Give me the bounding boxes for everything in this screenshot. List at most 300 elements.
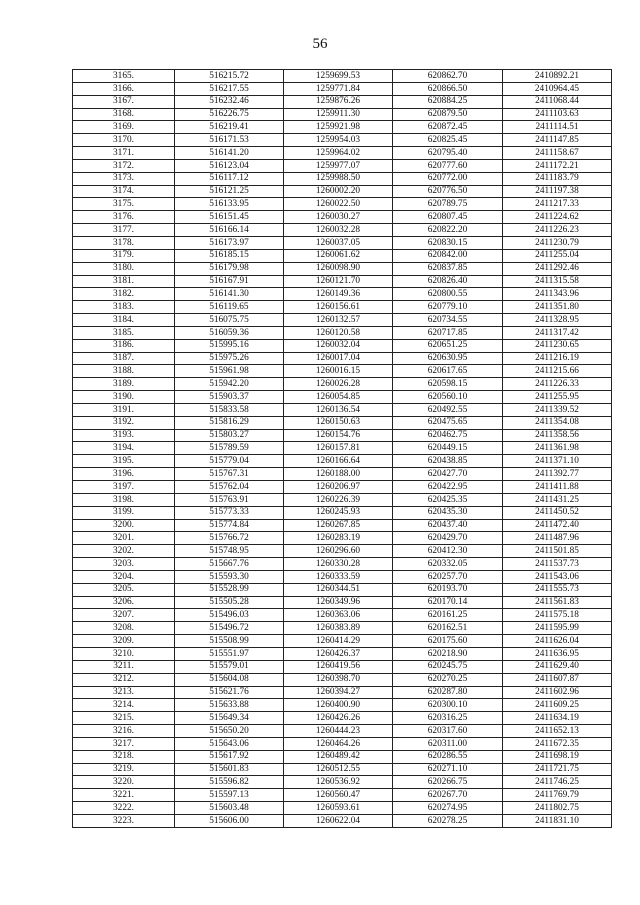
y2-coordinate-cell: 2411114.51 [503, 121, 612, 134]
point-number-cell: 3191. [73, 403, 175, 416]
y-coordinate-cell: 1260283.19 [284, 532, 393, 545]
table-row [73, 134, 612, 147]
x-coordinate-cell: 516123.04 [175, 159, 284, 172]
x-coordinate-cell: 515762.04 [175, 481, 284, 494]
y2-coordinate-cell: 2411629.40 [503, 660, 612, 673]
x-coordinate-cell: 515606.00 [175, 814, 284, 827]
table-row [73, 108, 612, 121]
x2-coordinate-cell: 620789.75 [393, 198, 503, 211]
x-coordinate-cell: 515596.82 [175, 776, 284, 789]
point-number-cell: 3173. [73, 172, 175, 185]
y-coordinate-cell: 1260344.51 [284, 583, 393, 596]
x2-coordinate-cell: 620734.55 [393, 314, 503, 327]
x-coordinate-cell: 516185.15 [175, 249, 284, 262]
table-row [73, 70, 612, 83]
x2-coordinate-cell: 620825.45 [393, 134, 503, 147]
x-coordinate-cell: 516133.95 [175, 198, 284, 211]
x-coordinate-cell: 515995.16 [175, 339, 284, 352]
point-number-cell: 3184. [73, 314, 175, 327]
point-number-cell: 3188. [73, 365, 175, 378]
x-coordinate-cell: 515528.99 [175, 583, 284, 596]
x-coordinate-cell: 515551.97 [175, 647, 284, 660]
x-coordinate-cell: 515601.83 [175, 763, 284, 776]
point-number-cell: 3198. [73, 493, 175, 506]
x2-coordinate-cell: 620617.65 [393, 365, 503, 378]
x-coordinate-cell: 515816.29 [175, 416, 284, 429]
table-row [73, 609, 612, 622]
y2-coordinate-cell: 2411255.95 [503, 391, 612, 404]
y-coordinate-cell: 1260026.28 [284, 378, 393, 391]
point-number-cell: 3209. [73, 635, 175, 648]
table-row [73, 789, 612, 802]
point-number-cell: 3175. [73, 198, 175, 211]
x2-coordinate-cell: 620274.95 [393, 802, 503, 815]
x2-coordinate-cell: 620287.80 [393, 686, 503, 699]
y2-coordinate-cell: 2411317.42 [503, 326, 612, 339]
y-coordinate-cell: 1260030.27 [284, 211, 393, 224]
table-row [73, 455, 612, 468]
point-number-cell: 3192. [73, 416, 175, 429]
table-row [73, 442, 612, 455]
y2-coordinate-cell: 2411292.46 [503, 262, 612, 275]
table-row [73, 429, 612, 442]
x2-coordinate-cell: 620772.00 [393, 172, 503, 185]
y2-coordinate-cell: 2411636.95 [503, 647, 612, 660]
point-number-cell: 3205. [73, 583, 175, 596]
point-number-cell: 3212. [73, 673, 175, 686]
table-row [73, 82, 612, 95]
y2-coordinate-cell: 2411698.19 [503, 750, 612, 763]
x2-coordinate-cell: 620879.50 [393, 108, 503, 121]
x-coordinate-cell: 516217.55 [175, 82, 284, 95]
x-coordinate-cell: 515603.48 [175, 802, 284, 815]
y-coordinate-cell: 1260156.61 [284, 301, 393, 314]
point-number-cell: 3210. [73, 647, 175, 660]
x-coordinate-cell: 516232.46 [175, 95, 284, 108]
table-row [73, 211, 612, 224]
table-row [73, 506, 612, 519]
y-coordinate-cell: 1260414.29 [284, 635, 393, 648]
x2-coordinate-cell: 620822.20 [393, 224, 503, 237]
y2-coordinate-cell: 2411215.66 [503, 365, 612, 378]
table-row [73, 326, 612, 339]
table-row [73, 532, 612, 545]
y-coordinate-cell: 1260593.61 [284, 802, 393, 815]
x-coordinate-cell: 516226.75 [175, 108, 284, 121]
point-number-cell: 3182. [73, 288, 175, 301]
y-coordinate-cell: 1260330.28 [284, 558, 393, 571]
y-coordinate-cell: 1260363.06 [284, 609, 393, 622]
x-coordinate-cell: 515833.58 [175, 403, 284, 416]
page-number: 56 [312, 36, 328, 52]
y2-coordinate-cell: 2411361.98 [503, 442, 612, 455]
x2-coordinate-cell: 620884.25 [393, 95, 503, 108]
table-row [73, 622, 612, 635]
x2-coordinate-cell: 620267.70 [393, 789, 503, 802]
table-row [73, 185, 612, 198]
point-number-cell: 3219. [73, 763, 175, 776]
y-coordinate-cell: 1259954.03 [284, 134, 393, 147]
table-row [73, 95, 612, 108]
x-coordinate-cell: 515597.13 [175, 789, 284, 802]
y2-coordinate-cell: 2411358.56 [503, 429, 612, 442]
point-number-cell: 3201. [73, 532, 175, 545]
x2-coordinate-cell: 620438.85 [393, 455, 503, 468]
y-coordinate-cell: 1260245.93 [284, 506, 393, 519]
table-row [73, 763, 612, 776]
table-row [73, 596, 612, 609]
y2-coordinate-cell: 2411543.06 [503, 570, 612, 583]
point-number-cell: 3171. [73, 147, 175, 160]
y2-coordinate-cell: 2411537.73 [503, 558, 612, 571]
x-coordinate-cell: 515643.06 [175, 737, 284, 750]
x2-coordinate-cell: 620560.10 [393, 391, 503, 404]
x2-coordinate-cell: 620800.55 [393, 288, 503, 301]
x2-coordinate-cell: 620807.45 [393, 211, 503, 224]
point-number-cell: 3223. [73, 814, 175, 827]
x-coordinate-cell: 515767.31 [175, 468, 284, 481]
y-coordinate-cell: 1260267.85 [284, 519, 393, 532]
y2-coordinate-cell: 2411411.88 [503, 481, 612, 494]
y2-coordinate-cell: 2411224.62 [503, 211, 612, 224]
y-coordinate-cell: 1260032.28 [284, 224, 393, 237]
x2-coordinate-cell: 620316.25 [393, 712, 503, 725]
point-number-cell: 3213. [73, 686, 175, 699]
x2-coordinate-cell: 620777.60 [393, 159, 503, 172]
point-number-cell: 3202. [73, 545, 175, 558]
point-number-cell: 3168. [73, 108, 175, 121]
point-number-cell: 3199. [73, 506, 175, 519]
x2-coordinate-cell: 620837.85 [393, 262, 503, 275]
x-coordinate-cell: 515649.34 [175, 712, 284, 725]
point-number-cell: 3170. [73, 134, 175, 147]
table-row [73, 725, 612, 738]
y2-coordinate-cell: 2411672.35 [503, 737, 612, 750]
y-coordinate-cell: 1259988.50 [284, 172, 393, 185]
table-row [73, 750, 612, 763]
x2-coordinate-cell: 620630.95 [393, 352, 503, 365]
y-coordinate-cell: 1260037.05 [284, 236, 393, 249]
x-coordinate-cell: 515774.84 [175, 519, 284, 532]
y-coordinate-cell: 1260383.89 [284, 622, 393, 635]
x-coordinate-cell: 516171.53 [175, 134, 284, 147]
x-coordinate-cell: 515593.30 [175, 570, 284, 583]
table-row [73, 198, 612, 211]
y2-coordinate-cell: 2411609.25 [503, 699, 612, 712]
point-number-cell: 3216. [73, 725, 175, 738]
y-coordinate-cell: 1259921.98 [284, 121, 393, 134]
y-coordinate-cell: 1260536.92 [284, 776, 393, 789]
x-coordinate-cell: 516219.41 [175, 121, 284, 134]
y-coordinate-cell: 1260149.36 [284, 288, 393, 301]
point-number-cell: 3193. [73, 429, 175, 442]
x-coordinate-cell: 516141.20 [175, 147, 284, 160]
x-coordinate-cell: 515961.98 [175, 365, 284, 378]
y2-coordinate-cell: 2411226.23 [503, 224, 612, 237]
y-coordinate-cell: 1260560.47 [284, 789, 393, 802]
x2-coordinate-cell: 620462.75 [393, 429, 503, 442]
x2-coordinate-cell: 620779.10 [393, 301, 503, 314]
y2-coordinate-cell: 2411487.96 [503, 532, 612, 545]
x-coordinate-cell: 515505.28 [175, 596, 284, 609]
x2-coordinate-cell: 620872.45 [393, 121, 503, 134]
point-number-cell: 3172. [73, 159, 175, 172]
table-row [73, 814, 612, 827]
table-row [73, 121, 612, 134]
x2-coordinate-cell: 620422.95 [393, 481, 503, 494]
y2-coordinate-cell: 2411450.52 [503, 506, 612, 519]
table-row [73, 737, 612, 750]
y-coordinate-cell: 1260017.04 [284, 352, 393, 365]
y2-coordinate-cell: 2411721.75 [503, 763, 612, 776]
y2-coordinate-cell: 2411831.10 [503, 814, 612, 827]
y2-coordinate-cell: 2411626.04 [503, 635, 612, 648]
point-number-cell: 3189. [73, 378, 175, 391]
y-coordinate-cell: 1260226.39 [284, 493, 393, 506]
y2-coordinate-cell: 2411351.80 [503, 301, 612, 314]
x2-coordinate-cell: 620425.35 [393, 493, 503, 506]
y2-coordinate-cell: 2410964.45 [503, 82, 612, 95]
x-coordinate-cell: 515779.04 [175, 455, 284, 468]
x2-coordinate-cell: 620332.05 [393, 558, 503, 571]
x-coordinate-cell: 515748.95 [175, 545, 284, 558]
x-coordinate-cell: 515766.72 [175, 532, 284, 545]
y2-coordinate-cell: 2411575.18 [503, 609, 612, 622]
y2-coordinate-cell: 2411802.75 [503, 802, 612, 815]
table-row [73, 519, 612, 532]
y-coordinate-cell: 1260054.85 [284, 391, 393, 404]
y-coordinate-cell: 1260426.26 [284, 712, 393, 725]
y2-coordinate-cell: 2411634.19 [503, 712, 612, 725]
coordinates-table [72, 69, 612, 828]
y2-coordinate-cell: 2411652.13 [503, 725, 612, 738]
x2-coordinate-cell: 620449.15 [393, 442, 503, 455]
table-row [73, 558, 612, 571]
point-number-cell: 3179. [73, 249, 175, 262]
x2-coordinate-cell: 620795.40 [393, 147, 503, 160]
x-coordinate-cell: 516121.25 [175, 185, 284, 198]
point-number-cell: 3206. [73, 596, 175, 609]
x2-coordinate-cell: 620475.65 [393, 416, 503, 429]
x-coordinate-cell: 515667.76 [175, 558, 284, 571]
table-row [73, 686, 612, 699]
table-row [73, 365, 612, 378]
y-coordinate-cell: 1260188.00 [284, 468, 393, 481]
table-row [73, 802, 612, 815]
y2-coordinate-cell: 2411068.44 [503, 95, 612, 108]
table-row [73, 249, 612, 262]
y2-coordinate-cell: 2411315.58 [503, 275, 612, 288]
y-coordinate-cell: 1260419.56 [284, 660, 393, 673]
x2-coordinate-cell: 620278.25 [393, 814, 503, 827]
x2-coordinate-cell: 620245.75 [393, 660, 503, 673]
table-row [73, 635, 612, 648]
point-number-cell: 3183. [73, 301, 175, 314]
x2-coordinate-cell: 620257.70 [393, 570, 503, 583]
point-number-cell: 3217. [73, 737, 175, 750]
x-coordinate-cell: 515496.03 [175, 609, 284, 622]
point-number-cell: 3222. [73, 802, 175, 815]
x-coordinate-cell: 515903.37 [175, 391, 284, 404]
y2-coordinate-cell: 2411769.79 [503, 789, 612, 802]
y-coordinate-cell: 1260061.62 [284, 249, 393, 262]
point-number-cell: 3187. [73, 352, 175, 365]
y-coordinate-cell: 1259964.02 [284, 147, 393, 160]
x2-coordinate-cell: 620271.10 [393, 763, 503, 776]
table-row [73, 301, 612, 314]
y-coordinate-cell: 1259699.53 [284, 70, 393, 83]
point-number-cell: 3180. [73, 262, 175, 275]
point-number-cell: 3167. [73, 95, 175, 108]
point-number-cell: 3195. [73, 455, 175, 468]
point-number-cell: 3207. [73, 609, 175, 622]
y-coordinate-cell: 1260489.42 [284, 750, 393, 763]
x-coordinate-cell: 515496.72 [175, 622, 284, 635]
y-coordinate-cell: 1260426.37 [284, 647, 393, 660]
point-number-cell: 3218. [73, 750, 175, 763]
table-row [73, 493, 612, 506]
y2-coordinate-cell: 2411328.95 [503, 314, 612, 327]
point-number-cell: 3197. [73, 481, 175, 494]
point-number-cell: 3169. [73, 121, 175, 134]
y2-coordinate-cell: 2411217.33 [503, 198, 612, 211]
y-coordinate-cell: 1260349.96 [284, 596, 393, 609]
y-coordinate-cell: 1260002.20 [284, 185, 393, 198]
y-coordinate-cell: 1260166.64 [284, 455, 393, 468]
x2-coordinate-cell: 620427.70 [393, 468, 503, 481]
y-coordinate-cell: 1260032.04 [284, 339, 393, 352]
point-number-cell: 3196. [73, 468, 175, 481]
table-row [73, 660, 612, 673]
x2-coordinate-cell: 620162.51 [393, 622, 503, 635]
y2-coordinate-cell: 2411103.63 [503, 108, 612, 121]
y2-coordinate-cell: 2411158.67 [503, 147, 612, 160]
x2-coordinate-cell: 620193.70 [393, 583, 503, 596]
x2-coordinate-cell: 620651.25 [393, 339, 503, 352]
y-coordinate-cell: 1260333.59 [284, 570, 393, 583]
table-row [73, 673, 612, 686]
x2-coordinate-cell: 620266.75 [393, 776, 503, 789]
y2-coordinate-cell: 2411230.79 [503, 236, 612, 249]
point-number-cell: 3186. [73, 339, 175, 352]
y2-coordinate-cell: 2411501.85 [503, 545, 612, 558]
y2-coordinate-cell: 2411602.96 [503, 686, 612, 699]
point-number-cell: 3204. [73, 570, 175, 583]
x-coordinate-cell: 515803.27 [175, 429, 284, 442]
y2-coordinate-cell: 2411746.25 [503, 776, 612, 789]
point-number-cell: 3194. [73, 442, 175, 455]
x-coordinate-cell: 516119.65 [175, 301, 284, 314]
point-number-cell: 3221. [73, 789, 175, 802]
y2-coordinate-cell: 2411561.83 [503, 596, 612, 609]
table-row [73, 391, 612, 404]
x2-coordinate-cell: 620826.40 [393, 275, 503, 288]
point-number-cell: 3181. [73, 275, 175, 288]
table-row [73, 545, 612, 558]
point-number-cell: 3214. [73, 699, 175, 712]
table-row [73, 416, 612, 429]
point-number-cell: 3177. [73, 224, 175, 237]
y2-coordinate-cell: 2411230.65 [503, 339, 612, 352]
x-coordinate-cell: 515773.33 [175, 506, 284, 519]
y2-coordinate-cell: 2411339.52 [503, 403, 612, 416]
table-row [73, 314, 612, 327]
x2-coordinate-cell: 620286.55 [393, 750, 503, 763]
x2-coordinate-cell: 620830.15 [393, 236, 503, 249]
point-number-cell: 3220. [73, 776, 175, 789]
y-coordinate-cell: 1259977.07 [284, 159, 393, 172]
y2-coordinate-cell: 2411607.87 [503, 673, 612, 686]
x2-coordinate-cell: 620717.85 [393, 326, 503, 339]
x-coordinate-cell: 516059.36 [175, 326, 284, 339]
y-coordinate-cell: 1260016.15 [284, 365, 393, 378]
y2-coordinate-cell: 2411226.33 [503, 378, 612, 391]
point-number-cell: 3166. [73, 82, 175, 95]
x-coordinate-cell: 516117.12 [175, 172, 284, 185]
y-coordinate-cell: 1260296.60 [284, 545, 393, 558]
x2-coordinate-cell: 620598.15 [393, 378, 503, 391]
x2-coordinate-cell: 620300.10 [393, 699, 503, 712]
x-coordinate-cell: 515942.20 [175, 378, 284, 391]
table-row [73, 403, 612, 416]
table-row [73, 224, 612, 237]
x-coordinate-cell: 516141.30 [175, 288, 284, 301]
point-number-cell: 3211. [73, 660, 175, 673]
y2-coordinate-cell: 2411371.10 [503, 455, 612, 468]
point-number-cell: 3165. [73, 70, 175, 83]
table-row [73, 378, 612, 391]
y-coordinate-cell: 1260157.81 [284, 442, 393, 455]
x-coordinate-cell: 516166.14 [175, 224, 284, 237]
table-row [73, 288, 612, 301]
table-row [73, 262, 612, 275]
x2-coordinate-cell: 620866.50 [393, 82, 503, 95]
y-coordinate-cell: 1260394.27 [284, 686, 393, 699]
point-number-cell: 3178. [73, 236, 175, 249]
x-coordinate-cell: 515633.88 [175, 699, 284, 712]
y2-coordinate-cell: 2411431.25 [503, 493, 612, 506]
x2-coordinate-cell: 620776.50 [393, 185, 503, 198]
x-coordinate-cell: 515975.26 [175, 352, 284, 365]
point-number-cell: 3215. [73, 712, 175, 725]
table-row [73, 468, 612, 481]
y-coordinate-cell: 1260622.04 [284, 814, 393, 827]
table-row [73, 712, 612, 725]
x2-coordinate-cell: 620175.60 [393, 635, 503, 648]
x-coordinate-cell: 516075.75 [175, 314, 284, 327]
y-coordinate-cell: 1260154.76 [284, 429, 393, 442]
y-coordinate-cell: 1260464.26 [284, 737, 393, 750]
y-coordinate-cell: 1260150.63 [284, 416, 393, 429]
x-coordinate-cell: 515604.08 [175, 673, 284, 686]
point-number-cell: 3190. [73, 391, 175, 404]
y-coordinate-cell: 1260512.55 [284, 763, 393, 776]
y2-coordinate-cell: 2411183.79 [503, 172, 612, 185]
y-coordinate-cell: 1259876.26 [284, 95, 393, 108]
table-row [73, 776, 612, 789]
point-number-cell: 3203. [73, 558, 175, 571]
x2-coordinate-cell: 620311.00 [393, 737, 503, 750]
point-number-cell: 3174. [73, 185, 175, 198]
table-row [73, 275, 612, 288]
x-coordinate-cell: 516173.97 [175, 236, 284, 249]
y2-coordinate-cell: 2411147.85 [503, 134, 612, 147]
table-row [73, 352, 612, 365]
y-coordinate-cell: 1260098.90 [284, 262, 393, 275]
y-coordinate-cell: 1260132.57 [284, 314, 393, 327]
point-number-cell: 3176. [73, 211, 175, 224]
y-coordinate-cell: 1259911.30 [284, 108, 393, 121]
